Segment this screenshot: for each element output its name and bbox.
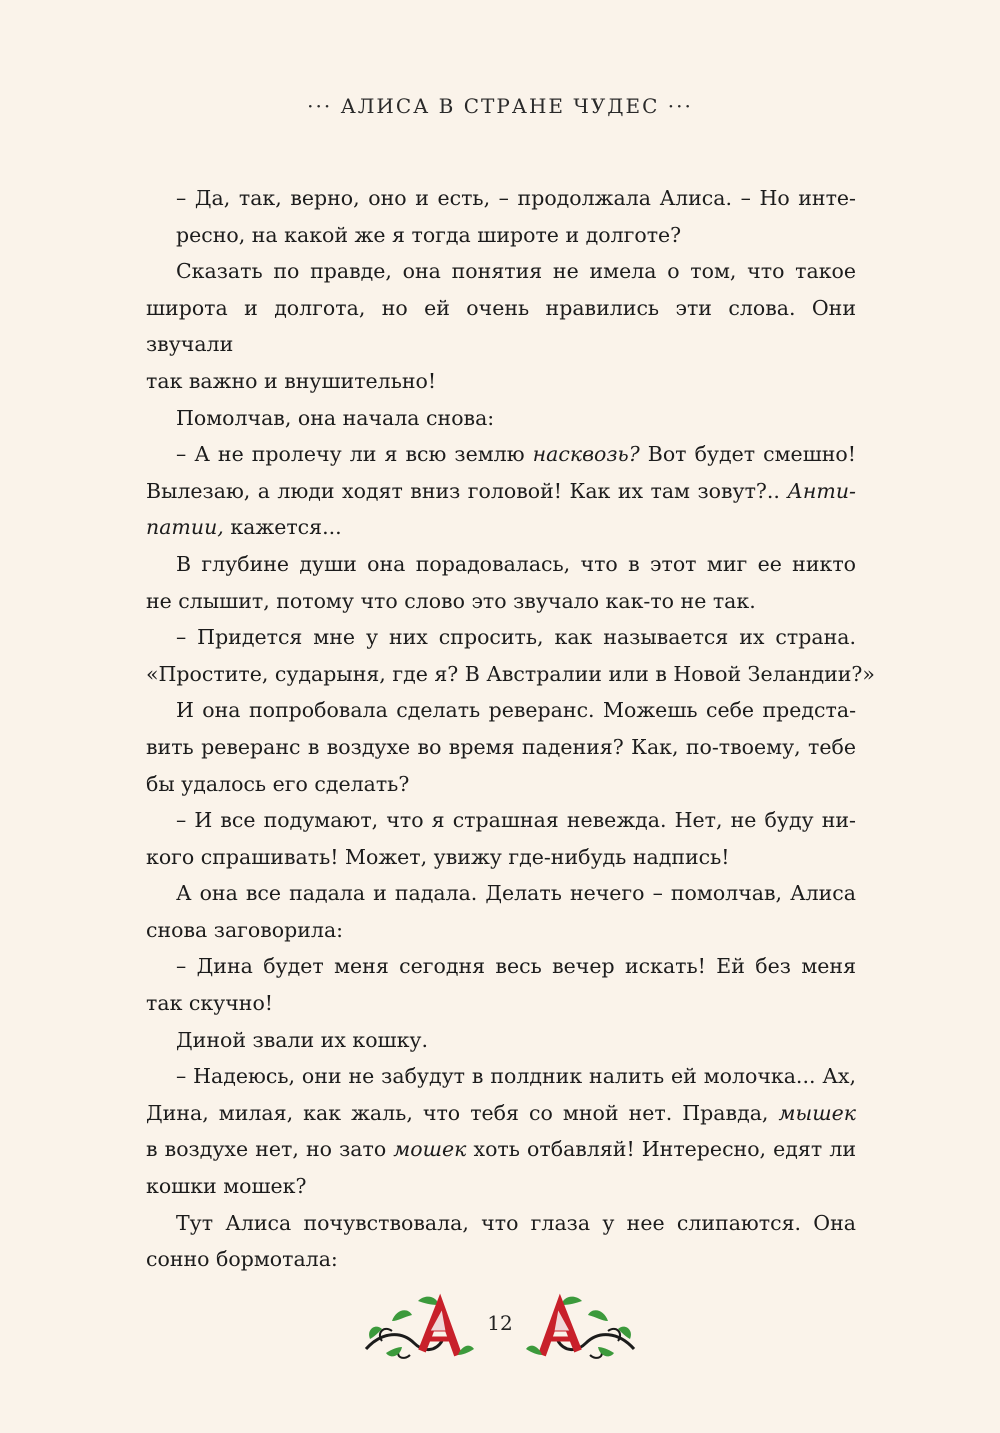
body-text xyxy=(146,180,875,1278)
paragraph: – Дина будет меня сегодня весь вечер искать! Ей без меня так скучно! xyxy=(146,954,856,1016)
paragraph: – Надеюсь, они не забудут в полдник налить ей молочка... Ах, Дина, милая, как жаль, что тебя со мной нет. Правда, мышек в воздухе нет, но зато мошек хоть отбавляй! Интересно, едят ли кошки мошек? xyxy=(146,1064,857,1199)
page-footer xyxy=(0,1285,1000,1365)
paragraph: Помолчав, она начала снова: xyxy=(176,405,495,430)
paragraph: Сказать по правде, она понятия не имела о том, что такое широта и долгота, но ей очень нравились эти слова. Они звучали так важно и внушительно! xyxy=(146,259,856,393)
paragraph: – И все подумают, что я страшная невежда. Нет, не буду ни- кого спрашивать! Может, увижу где-нибудь надпись! xyxy=(146,808,856,869)
paragraph: Диной звали их кошку. xyxy=(176,1027,429,1052)
paragraph: В глубине души она порадовалась, что в этот миг ее никто не слышит, потому что слово это звучало как-то не так. xyxy=(146,551,856,613)
paragraph: А она все падала и падала. Делать нечего – помолчав, Алиса снова заговорила: xyxy=(146,881,856,942)
page-number: 12 xyxy=(487,1311,513,1335)
vine-letter-a-ornament-left-icon xyxy=(362,1291,480,1363)
paragraph: – Да, так, верно, оно и есть, – продолжала Алиса. – Но инте- ресно, на какой же я тогда широте и долготе? xyxy=(176,186,856,247)
vine-letter-a-ornament-right-icon xyxy=(520,1291,638,1363)
running-title: ··· АЛИСА В СТРАНЕ ЧУДЕС ··· xyxy=(307,94,693,118)
paragraph: – Придется мне у них спросить, как называется их страна. «Простите, сударыня, где я? В Австралии или в Новой Зеландии?» xyxy=(146,625,875,686)
paragraph: – А не пролечу ли я всю землю насквозь? Вот будет смешно! Вылезаю, а люди ходят вниз головой! Как их там зовут?.. Анти- патии, кажется... xyxy=(146,442,856,540)
paragraph: Тут Алиса почувствовала, что глаза у нее слипаются. Она сонно бормотала: xyxy=(146,1210,856,1272)
paragraph: И она попробовала сделать реверанс. Можешь себе предста- вить реверанс в воздухе во время падения? Как, по-твоему, тебе бы удалось его сделать? xyxy=(146,698,856,796)
